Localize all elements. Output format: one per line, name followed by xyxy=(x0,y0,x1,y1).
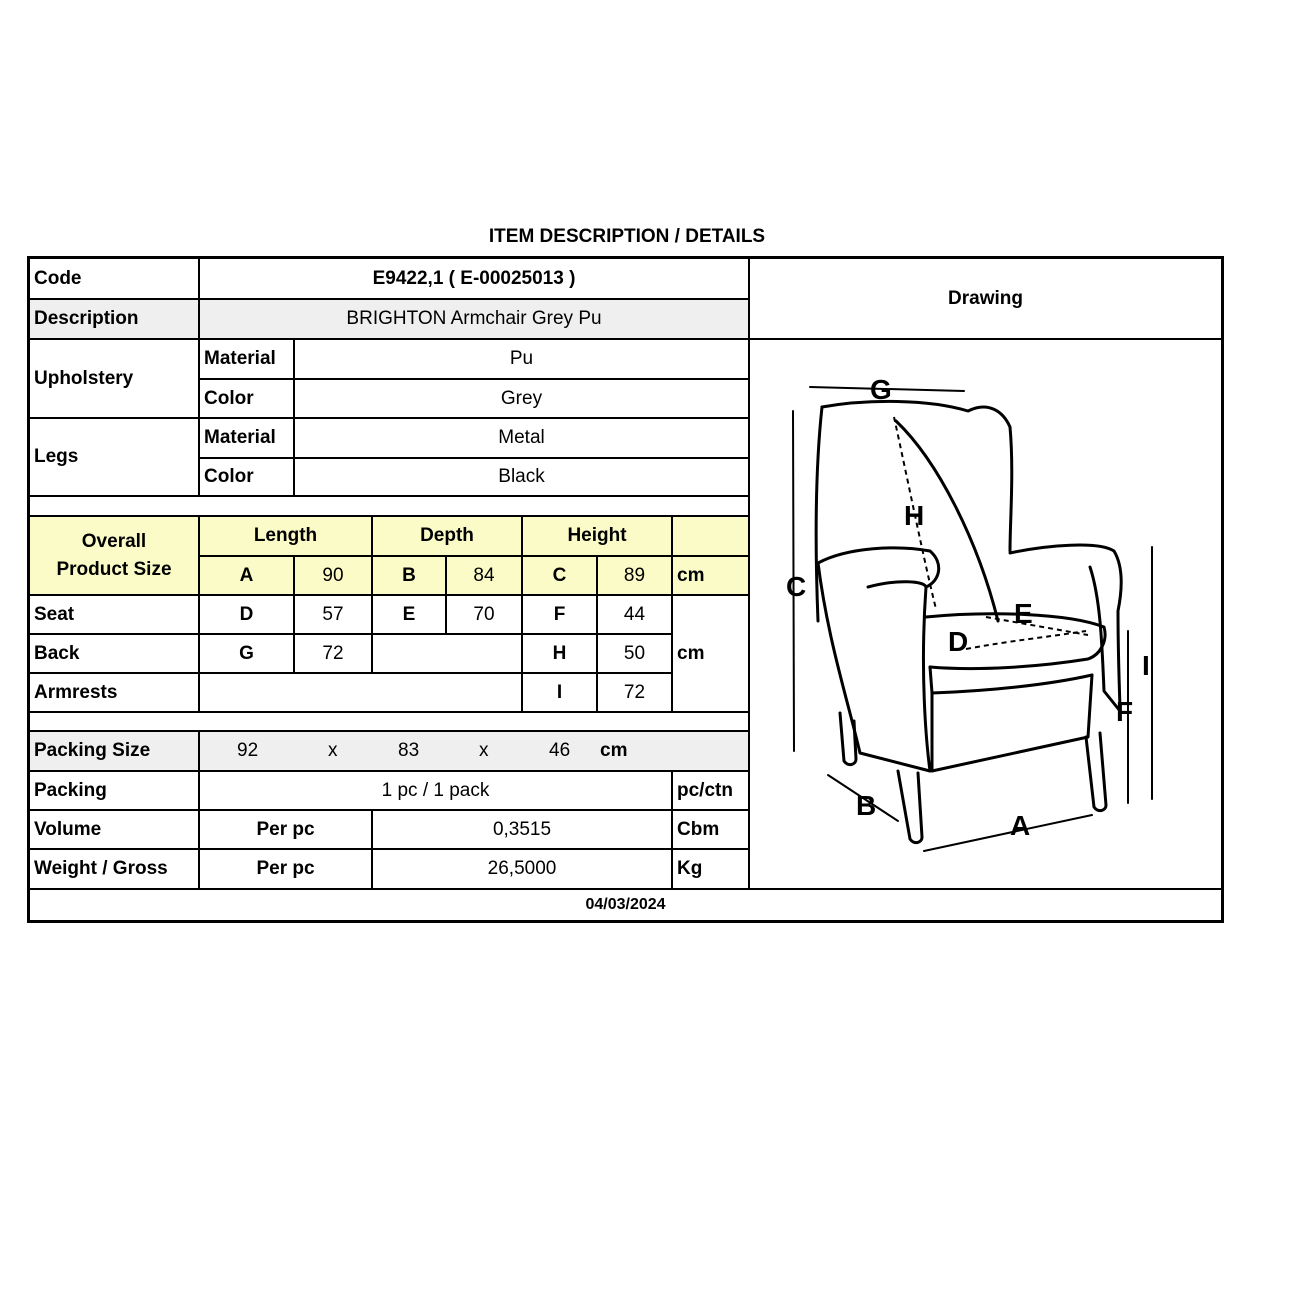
packing-value: 1 pc / 1 pack xyxy=(200,772,673,811)
dim-e-value: 70 xyxy=(447,596,523,635)
dim-a-value: 90 xyxy=(295,557,373,596)
dim-e-label: E xyxy=(373,596,447,635)
armchair-svg xyxy=(748,341,1224,887)
packing-unit: pc/ctn xyxy=(673,772,750,811)
dim-d-label: D xyxy=(200,596,295,635)
seat-base xyxy=(932,675,1092,771)
description-label: Description xyxy=(30,300,200,340)
weight-per: Per pc xyxy=(200,850,373,890)
weight-label: Weight / Gross xyxy=(30,850,200,890)
dim-g-value: 72 xyxy=(295,635,373,674)
drawing-header: Drawing xyxy=(750,259,1221,340)
drawing-label-d: D xyxy=(948,626,969,657)
spacer-row xyxy=(30,497,750,517)
height-header: Height xyxy=(523,517,673,557)
volume-value: 0,3515 xyxy=(373,811,673,850)
date-label: 04/03/2024 xyxy=(585,896,666,913)
upholstery-material: Pu xyxy=(295,340,750,380)
legs-material-label: Material xyxy=(200,419,295,459)
packing-label: Packing xyxy=(30,772,200,811)
spec-sheet xyxy=(27,256,1224,923)
packing-size-row xyxy=(200,732,750,772)
dim-a-line xyxy=(924,815,1092,851)
drawing-label-c: C xyxy=(786,571,807,602)
dim-i-value: 72 xyxy=(598,674,673,713)
header-blank xyxy=(673,517,750,557)
dim-h-value: 50 xyxy=(598,635,673,674)
dim-f-value: 44 xyxy=(598,596,673,635)
drawing-label-f: F xyxy=(1116,696,1134,727)
armchair-drawing xyxy=(748,341,1224,887)
packing-x2: x xyxy=(479,740,489,761)
drawing-label-g: G xyxy=(870,374,892,405)
upholstery-label: Upholstery xyxy=(30,340,200,419)
legs-color: Black xyxy=(295,459,750,497)
volume-unit: Cbm xyxy=(673,811,750,850)
dim-g-label: G xyxy=(200,635,295,674)
dim-i-label: I xyxy=(523,674,598,713)
dim-b-value: 84 xyxy=(447,557,523,596)
code-value: E9422,1 ( E-00025013 ) xyxy=(200,259,750,300)
weight-unit: Kg xyxy=(673,850,750,890)
seat-cushion-front xyxy=(930,667,1092,693)
packing-width: 83 xyxy=(398,740,420,761)
legs-material: Metal xyxy=(295,419,750,459)
leg-front-right xyxy=(1086,733,1106,811)
drawing-label-i: I xyxy=(1142,650,1150,681)
description-value: BRIGHTON Armchair Grey Pu xyxy=(200,300,750,340)
leg-back-left xyxy=(840,713,856,765)
page-title: ITEM DESCRIPTION / DETAILS xyxy=(488,226,766,247)
drawing-label-h: H xyxy=(904,500,925,531)
legs-color-label: Color xyxy=(200,459,295,497)
dim-f-label: F xyxy=(523,596,598,635)
left-arm-side xyxy=(818,563,930,771)
armrests-label: Armrests xyxy=(30,674,200,713)
packing-size-label: Packing Size xyxy=(30,732,200,772)
overall-size-label: Overall Product Size xyxy=(30,517,200,596)
upholstery-material-label: Material xyxy=(200,340,295,380)
drawing-label-a: A xyxy=(1010,810,1031,841)
dim-d-line xyxy=(966,631,1086,649)
length-header: Length xyxy=(200,517,373,557)
depth-header: Depth xyxy=(373,517,523,557)
spacer-row xyxy=(30,713,750,732)
dim-c-value: 89 xyxy=(598,557,673,596)
dim-b-label: B xyxy=(373,557,447,596)
dims-unit: cm xyxy=(673,596,750,713)
volume-label: Volume xyxy=(30,811,200,850)
code-label: Code xyxy=(30,259,200,300)
leg-front-left xyxy=(898,771,922,843)
dim-a-label: A xyxy=(200,557,295,596)
armrests-blank xyxy=(200,674,523,713)
overall-unit: cm xyxy=(673,557,750,596)
back-label: Back xyxy=(30,635,200,674)
dim-d-value: 57 xyxy=(295,596,373,635)
upholstery-color-label: Color xyxy=(200,380,295,419)
packing-size-unit: cm xyxy=(600,740,628,761)
legs-label: Legs xyxy=(30,419,200,497)
packing-height: 46 xyxy=(549,740,571,761)
volume-per: Per pc xyxy=(200,811,373,850)
dim-h-label: H xyxy=(523,635,598,674)
packing-x1: x xyxy=(328,740,338,761)
drawing-label-b: B xyxy=(856,790,877,821)
back-blank xyxy=(373,635,523,674)
weight-value: 26,5000 xyxy=(373,850,673,890)
seat-label: Seat xyxy=(30,596,200,635)
dim-c-label: C xyxy=(523,557,598,596)
packing-length: 92 xyxy=(237,740,259,761)
left-arm-top xyxy=(868,582,926,587)
upholstery-color: Grey xyxy=(295,380,750,419)
drawing-label-e: E xyxy=(1014,598,1033,629)
